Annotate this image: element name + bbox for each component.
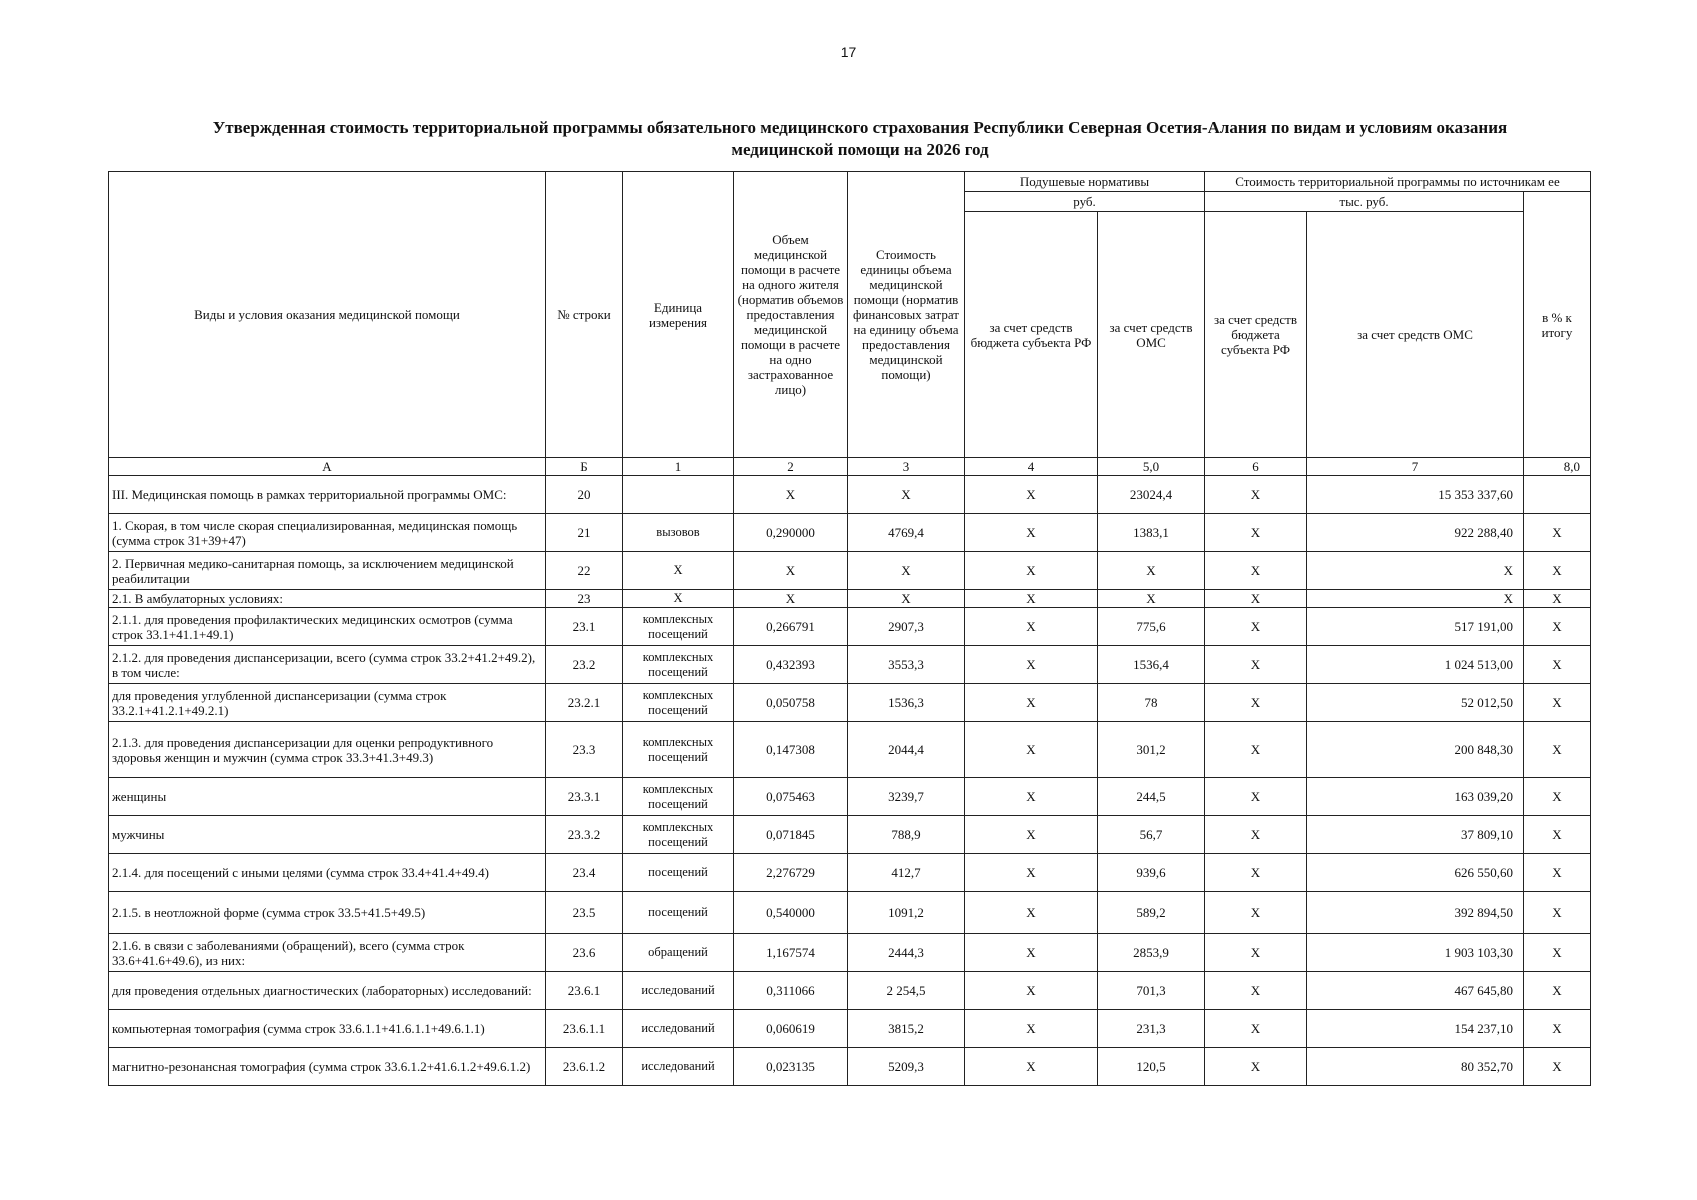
page-number: 17: [840, 44, 857, 60]
cell-percent: X: [1524, 590, 1591, 608]
index-cell: А: [109, 458, 546, 476]
cell-unit-cost: 2 254,5: [848, 972, 965, 1010]
cell-row-number: 23.6.1.1: [546, 1010, 623, 1048]
header-norms-unit: руб.: [965, 192, 1205, 212]
cell-cost-budget: X: [1205, 552, 1307, 590]
index-cell: 4: [965, 458, 1098, 476]
cell-norm-oms: 23024,4: [1098, 476, 1205, 514]
cell-percent: X: [1524, 972, 1591, 1010]
cell-unit-cost: 2907,3: [848, 608, 965, 646]
cell-unit-cost: X: [848, 552, 965, 590]
header-cost-budget: за счет средств бюджета субъекта РФ: [1205, 212, 1307, 458]
cell-unit: комплексных посещений: [623, 778, 734, 816]
cell-service: III. Медицинская помощь в рамках территориальной программы ОМС:: [109, 476, 546, 514]
cell-unit: обращений: [623, 934, 734, 972]
table-row: [109, 892, 1591, 934]
cell-cost-budget: X: [1205, 972, 1307, 1010]
cell-unit-cost: 3553,3: [848, 646, 965, 684]
cell-cost-oms: 467 645,80: [1307, 972, 1524, 1010]
cell-cost-oms: 626 550,60: [1307, 854, 1524, 892]
cell-unit: X: [623, 552, 734, 590]
header-norm-oms: за счет средств ОМС: [1098, 212, 1205, 458]
cell-norm-budget: X: [965, 514, 1098, 552]
cell-service: для проведения углубленной диспансеризации (сумма строк 33.2.1+41.2.1+49.2.1): [109, 684, 546, 722]
cell-volume: 0,540000: [734, 892, 848, 934]
cell-cost-oms: X: [1307, 590, 1524, 608]
cell-norm-oms: 589,2: [1098, 892, 1205, 934]
header-percent: в % к итогу: [1524, 192, 1591, 458]
cell-norm-budget: X: [965, 1010, 1098, 1048]
cell-volume: 0,023135: [734, 1048, 848, 1086]
title-line-2: медицинской помощи на 2026 год: [731, 140, 989, 159]
cell-norm-oms: 231,3: [1098, 1010, 1205, 1048]
cell-norm-oms: 775,6: [1098, 608, 1205, 646]
header-unit-cost: Стоимость единицы объема медицинской помощи (норматив финансовых затрат на единицу объема предоставления медицинской помощи): [848, 172, 965, 458]
title-line-1: Утвержденная стоимость территориальной программы обязательного медицинского страхования Республики Северная Осетия-Алания по видам и условиям оказания: [212, 118, 1508, 137]
header-norm-budget: за счет средств бюджета субъекта РФ: [965, 212, 1098, 458]
cell-norm-budget: X: [965, 684, 1098, 722]
cell-cost-budget: X: [1205, 608, 1307, 646]
cell-volume: 0,075463: [734, 778, 848, 816]
cell-row-number: 23.4: [546, 854, 623, 892]
index-cell: 8,0: [1524, 458, 1591, 476]
header-row-number: № строки: [546, 172, 623, 458]
cell-percent: X: [1524, 934, 1591, 972]
cell-volume: 0,266791: [734, 608, 848, 646]
cell-unit: комплексных посещений: [623, 722, 734, 778]
cell-cost-budget: X: [1205, 778, 1307, 816]
cell-percent: [1524, 476, 1591, 514]
cell-norm-budget: X: [965, 778, 1098, 816]
cell-service: 2.1.2. для проведения диспансеризации, всего (сумма строк 33.2+41.2+49.2), в том числе:: [109, 646, 546, 684]
cell-percent: X: [1524, 854, 1591, 892]
cell-unit-cost: 1536,3: [848, 684, 965, 722]
cell-unit-cost: 4769,4: [848, 514, 965, 552]
cell-row-number: 23.3: [546, 722, 623, 778]
cell-cost-budget: X: [1205, 514, 1307, 552]
header-per-capita-norms: Подушевые нормативы: [965, 172, 1205, 192]
index-cell: 5,0: [1098, 458, 1205, 476]
table-body: [109, 476, 1591, 1086]
cell-unit-cost: 412,7: [848, 854, 965, 892]
cell-row-number: 23.2.1: [546, 684, 623, 722]
cell-cost-budget: X: [1205, 934, 1307, 972]
cell-service: 2.1.5. в неотложной форме (сумма строк 33.5+41.5+49.5): [109, 892, 546, 934]
cell-cost-oms: 154 237,10: [1307, 1010, 1524, 1048]
index-cell: 7: [1307, 458, 1524, 476]
cell-norm-budget: X: [965, 590, 1098, 608]
cell-volume: 0,432393: [734, 646, 848, 684]
cell-norm-budget: X: [965, 854, 1098, 892]
cell-cost-budget: X: [1205, 590, 1307, 608]
cell-service: мужчины: [109, 816, 546, 854]
index-cell: 2: [734, 458, 848, 476]
cell-volume: 0,290000: [734, 514, 848, 552]
cell-unit: исследований: [623, 972, 734, 1010]
header-services: Виды и условия оказания медицинской помощи: [109, 172, 546, 458]
cell-norm-oms: X: [1098, 552, 1205, 590]
cell-unit: исследований: [623, 1010, 734, 1048]
cell-volume: 0,060619: [734, 1010, 848, 1048]
table-row: [109, 1048, 1591, 1086]
cell-row-number: 23.3.1: [546, 778, 623, 816]
cell-unit-cost: 2444,3: [848, 934, 965, 972]
cell-cost-budget: X: [1205, 646, 1307, 684]
cell-norm-budget: X: [965, 972, 1098, 1010]
cell-volume: X: [734, 552, 848, 590]
cell-percent: X: [1524, 816, 1591, 854]
cell-percent: X: [1524, 892, 1591, 934]
cell-percent: X: [1524, 608, 1591, 646]
cell-cost-budget: X: [1205, 476, 1307, 514]
cell-row-number: 23.5: [546, 892, 623, 934]
cell-volume: X: [734, 590, 848, 608]
cell-norm-oms: 56,7: [1098, 816, 1205, 854]
cell-row-number: 23.6: [546, 934, 623, 972]
cell-service: женщины: [109, 778, 546, 816]
cell-service: 2. Первичная медико-санитарная помощь, за исключением медицинской реабилитации: [109, 552, 546, 590]
cell-row-number: 23.2: [546, 646, 623, 684]
cell-percent: X: [1524, 646, 1591, 684]
cell-cost-budget: X: [1205, 892, 1307, 934]
header-program-cost: Стоимость территориальной программы по источникам ее: [1205, 172, 1591, 192]
index-cell: 1: [623, 458, 734, 476]
table-row: [109, 722, 1591, 778]
cell-percent: X: [1524, 778, 1591, 816]
header-cost-oms: за счет средств ОМС: [1307, 212, 1524, 458]
cell-norm-oms: 301,2: [1098, 722, 1205, 778]
cell-cost-budget: X: [1205, 722, 1307, 778]
index-row: [109, 458, 1591, 476]
cell-percent: X: [1524, 722, 1591, 778]
cell-percent: X: [1524, 1048, 1591, 1086]
cell-row-number: 23: [546, 590, 623, 608]
cell-service: компьютерная томография (сумма строк 33.6.1.1+41.6.1.1+49.6.1.1): [109, 1010, 546, 1048]
table-row: [109, 646, 1591, 684]
cell-service: 1. Скорая, в том числе скорая специализированная, медицинская помощь (сумма строк 31+39+47): [109, 514, 546, 552]
cell-row-number: 21: [546, 514, 623, 552]
cell-norm-oms: 701,3: [1098, 972, 1205, 1010]
header-volume: Объем медицинской помощи в расчете на одного жителя (норматив объемов предоставления медицинской помощи в расчете на одно застрахованное лицо): [734, 172, 848, 458]
cell-service: 2.1.3. для проведения диспансеризации для оценки репродуктивного здоровья женщин и мужчин (сумма строк 33.3+41.3+49.3): [109, 722, 546, 778]
cell-norm-oms: X: [1098, 590, 1205, 608]
cell-unit: посещений: [623, 854, 734, 892]
table-row: [109, 934, 1591, 972]
cell-cost-oms: 1 903 103,30: [1307, 934, 1524, 972]
cell-norm-budget: X: [965, 816, 1098, 854]
cell-service: для проведения отдельных диагностических (лабораторных) исследований:: [109, 972, 546, 1010]
cell-norm-oms: 1383,1: [1098, 514, 1205, 552]
index-cell: Б: [546, 458, 623, 476]
cell-cost-oms: 80 352,70: [1307, 1048, 1524, 1086]
cell-service: 2.1.1. для проведения профилактических медицинских осмотров (сумма строк 33.1+41.1+49.1): [109, 608, 546, 646]
cell-unit-cost: 788,9: [848, 816, 965, 854]
cell-norm-budget: X: [965, 608, 1098, 646]
cell-cost-budget: X: [1205, 1048, 1307, 1086]
cell-cost-oms: 392 894,50: [1307, 892, 1524, 934]
cell-unit: комплексных посещений: [623, 684, 734, 722]
cell-norm-oms: 120,5: [1098, 1048, 1205, 1086]
cell-cost-budget: X: [1205, 1010, 1307, 1048]
cell-cost-oms: 200 848,30: [1307, 722, 1524, 778]
cell-unit: комплексных посещений: [623, 646, 734, 684]
index-cell: 3: [848, 458, 965, 476]
cell-unit-cost: X: [848, 476, 965, 514]
cell-percent: X: [1524, 514, 1591, 552]
table-row: [109, 514, 1591, 552]
cell-unit: посещений: [623, 892, 734, 934]
cell-unit: комплексных посещений: [623, 608, 734, 646]
cell-unit: комплексных посещений: [623, 816, 734, 854]
cell-service: магнитно-резонансная томография (сумма строк 33.6.1.2+41.6.1.2+49.6.1.2): [109, 1048, 546, 1086]
table-row: [109, 552, 1591, 590]
cell-unit-cost: 1091,2: [848, 892, 965, 934]
cell-percent: X: [1524, 684, 1591, 722]
cell-unit-cost: X: [848, 590, 965, 608]
cell-service: 2.1.6. в связи с заболеваниями (обращений), всего (сумма строк 33.6+41.6+49.6), из них:: [109, 934, 546, 972]
cell-row-number: 23.6.1: [546, 972, 623, 1010]
cell-volume: 0,050758: [734, 684, 848, 722]
cell-unit: X: [623, 590, 734, 608]
cell-row-number: 20: [546, 476, 623, 514]
cell-unit: [623, 476, 734, 514]
cell-unit-cost: 3815,2: [848, 1010, 965, 1048]
cell-volume: 0,147308: [734, 722, 848, 778]
table-row: [109, 684, 1591, 722]
cell-norm-budget: X: [965, 722, 1098, 778]
table-header: [109, 172, 1591, 476]
cell-unit-cost: 2044,4: [848, 722, 965, 778]
cell-service: 2.1. В амбулаторных условиях:: [109, 590, 546, 608]
cell-norm-oms: 2853,9: [1098, 934, 1205, 972]
cell-cost-budget: X: [1205, 854, 1307, 892]
cell-cost-oms: X: [1307, 552, 1524, 590]
cell-norm-budget: X: [965, 552, 1098, 590]
cell-cost-oms: 52 012,50: [1307, 684, 1524, 722]
cell-norm-oms: 1536,4: [1098, 646, 1205, 684]
cell-cost-budget: X: [1205, 684, 1307, 722]
table-row: [109, 972, 1591, 1010]
table-row: [109, 1010, 1591, 1048]
cell-row-number: 23.3.2: [546, 816, 623, 854]
cell-volume: 0,311066: [734, 972, 848, 1010]
table-row: [109, 476, 1591, 514]
cell-cost-oms: 37 809,10: [1307, 816, 1524, 854]
cell-unit: вызовов: [623, 514, 734, 552]
cell-unit-cost: 3239,7: [848, 778, 965, 816]
cell-service: 2.1.4. для посещений с иными целями (сумма строк 33.4+41.4+49.4): [109, 854, 546, 892]
cell-norm-budget: X: [965, 1048, 1098, 1086]
cell-cost-oms: 15 353 337,60: [1307, 476, 1524, 514]
cell-norm-budget: X: [965, 646, 1098, 684]
table-row: [109, 590, 1591, 608]
cell-row-number: 23.6.1.2: [546, 1048, 623, 1086]
cell-volume: X: [734, 476, 848, 514]
cell-volume: 1,167574: [734, 934, 848, 972]
cell-norm-oms: 78: [1098, 684, 1205, 722]
cell-volume: 0,071845: [734, 816, 848, 854]
cell-cost-oms: 163 039,20: [1307, 778, 1524, 816]
cell-norm-oms: 939,6: [1098, 854, 1205, 892]
table-row: [109, 778, 1591, 816]
cell-row-number: 22: [546, 552, 623, 590]
cell-cost-oms: 517 191,00: [1307, 608, 1524, 646]
cell-cost-oms: 1 024 513,00: [1307, 646, 1524, 684]
index-cell: 6: [1205, 458, 1307, 476]
document-title: [140, 117, 1580, 161]
cell-cost-oms: 922 288,40: [1307, 514, 1524, 552]
cell-norm-budget: X: [965, 892, 1098, 934]
cell-percent: X: [1524, 552, 1591, 590]
table-row: [109, 816, 1591, 854]
cell-norm-oms: 244,5: [1098, 778, 1205, 816]
cell-volume: 2,276729: [734, 854, 848, 892]
cell-row-number: 23.1: [546, 608, 623, 646]
cell-cost-budget: X: [1205, 816, 1307, 854]
cell-unit: исследований: [623, 1048, 734, 1086]
cell-norm-budget: X: [965, 934, 1098, 972]
cell-norm-budget: X: [965, 476, 1098, 514]
program-cost-table: [108, 171, 1591, 1086]
cell-percent: X: [1524, 1010, 1591, 1048]
header-cost-unit: тыс. руб.: [1205, 192, 1524, 212]
table-row: [109, 854, 1591, 892]
table-row: [109, 608, 1591, 646]
header-unit: Единица измерения: [623, 172, 734, 458]
cell-unit-cost: 5209,3: [848, 1048, 965, 1086]
